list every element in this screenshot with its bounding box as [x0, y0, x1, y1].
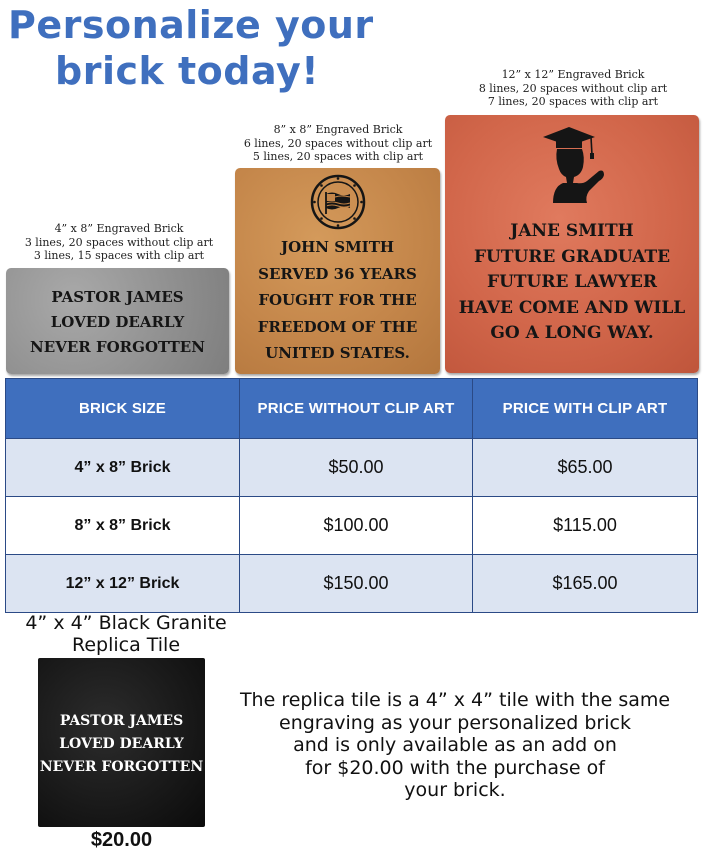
engraving-line: FOUGHT FOR THE — [258, 291, 417, 309]
replica-tile-engraving — [38, 710, 205, 779]
cell-price-without-clip-art: $100.00 — [240, 497, 473, 555]
header-price-with-clip-art: PRICE WITH CLIP ART — [473, 379, 698, 439]
engraving-line: UNITED STATES. — [265, 344, 410, 362]
table-row — [6, 555, 698, 613]
headline-line-1: Personalize your — [8, 3, 374, 47]
medium-brick-engraving — [235, 234, 440, 367]
replica-description — [212, 689, 698, 802]
engraving-line: JOHN SMITH — [280, 238, 395, 256]
replica-tile-image — [38, 658, 205, 827]
engraving-line: PASTOR JAMES — [59, 713, 184, 729]
header-brick-size: BRICK SIZE — [6, 379, 240, 439]
caption-line: 3 lines, 15 spaces with clip art — [33, 249, 205, 262]
caption-line: 3 lines, 20 spaces without clip art — [24, 235, 214, 249]
table-row — [6, 439, 698, 497]
caption-line: 4” x 8” Engraved Brick — [54, 222, 184, 235]
large-brick-engraving — [445, 219, 699, 347]
caption-line: 8” x 8” Engraved Brick — [273, 123, 403, 136]
large-brick-caption — [455, 68, 691, 109]
description-line: for $20.00 with the purchase of — [305, 756, 605, 779]
engraving-line: JANE SMITH — [510, 221, 634, 241]
caption-line: 8 lines, 20 spaces without clip art — [478, 81, 668, 95]
engraving-line: NEVER FORGOTTEN — [30, 338, 205, 356]
headline-line-2: brick today! — [55, 49, 320, 93]
engraving-line: HAVE COME AND WILL — [458, 297, 686, 318]
small-brick-image — [6, 268, 229, 374]
table-row — [6, 497, 698, 555]
cell-brick-size: 4” x 8” Brick — [6, 439, 240, 497]
engraving-line: SERVED 36 YEARS — [258, 264, 417, 283]
description-line: and is only available as an add on — [293, 734, 617, 756]
engraving-line: LOVED DEARLY — [50, 313, 185, 331]
engraving-line: FREEDOM OF THE — [257, 317, 418, 336]
caption-line: 6 lines, 20 spaces without clip art — [243, 136, 433, 150]
replica-title-line: 4” x 4” Black Granite — [25, 612, 227, 634]
large-brick-image — [445, 115, 699, 373]
table-header-row — [6, 379, 698, 439]
caption-line: 12” x 12” Engraved Brick — [501, 68, 645, 81]
price-table — [5, 378, 698, 613]
cell-price-with-clip-art: $115.00 — [473, 497, 698, 555]
engraving-line: NEVER FORGOTTEN — [39, 759, 204, 775]
cell-price-with-clip-art: $165.00 — [473, 555, 698, 613]
header-price-without-clip-art: PRICE WITHOUT CLIP ART — [240, 379, 473, 439]
engraving-line: PASTOR JAMES — [51, 288, 184, 306]
engraving-line: FUTURE LAWYER — [487, 272, 657, 292]
caption-line: 5 lines, 20 spaces with clip art — [252, 150, 424, 163]
small-brick-caption — [5, 222, 233, 263]
medium-brick-caption — [230, 123, 446, 164]
replica-price: $20.00 — [90, 829, 153, 851]
engraving-line: GO A LONG WAY. — [490, 323, 654, 343]
cell-brick-size: 12” x 12” Brick — [6, 555, 240, 613]
cell-brick-size: 8” x 8” Brick — [6, 497, 240, 555]
replica-title — [10, 612, 242, 656]
description-line: engraving as your personalized brick — [279, 711, 631, 734]
medium-brick-image — [235, 168, 440, 374]
description-line: The replica tile is a 4” x 4” tile with the same — [239, 689, 671, 711]
engraving-line: FUTURE GRADUATE — [473, 246, 671, 267]
cell-price-with-clip-art: $65.00 — [473, 439, 698, 497]
small-brick-engraving — [6, 285, 229, 360]
cell-price-without-clip-art: $150.00 — [240, 555, 473, 613]
engraving-line: LOVED DEARLY — [59, 736, 184, 752]
caption-line: 7 lines, 20 spaces with clip art — [487, 95, 659, 108]
american-flag-seal-icon — [310, 174, 366, 230]
description-line: your brick. — [404, 779, 506, 801]
graduate-silhouette-icon — [541, 125, 605, 203]
cell-price-without-clip-art: $50.00 — [240, 439, 473, 497]
replica-title-line: Replica Tile — [71, 634, 181, 656]
